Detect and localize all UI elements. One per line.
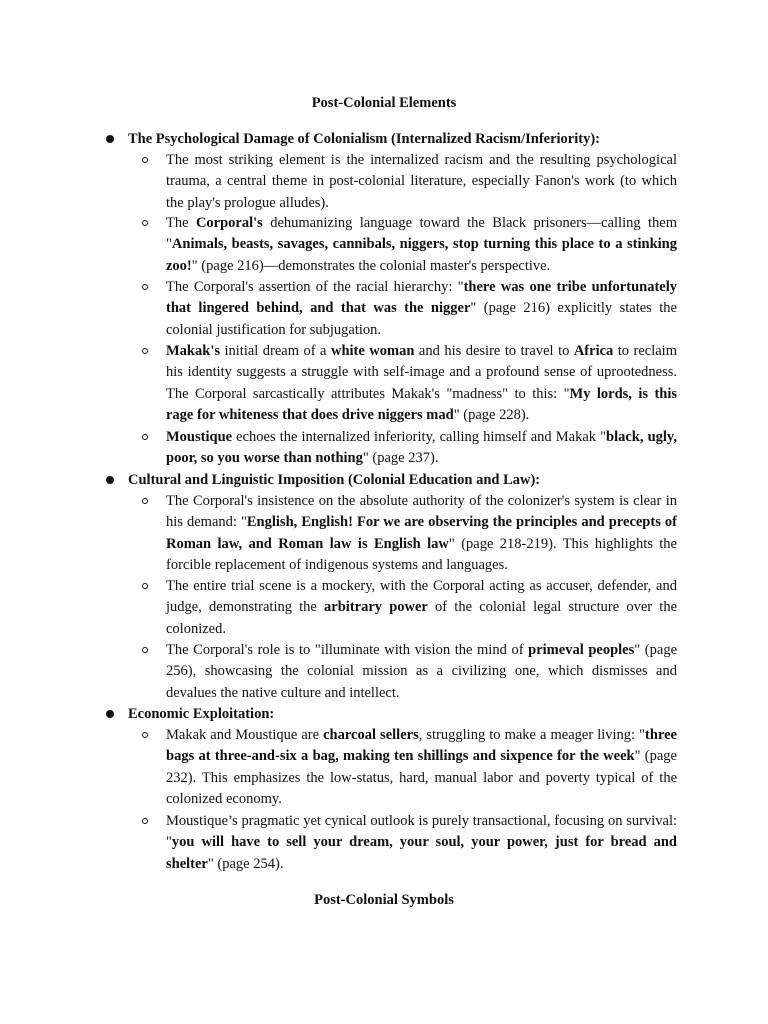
emphasis-text: Makak's	[166, 343, 220, 359]
section-heading: The Psychological Damage of Colonialism (Internalized Racism/Inferiority):	[128, 131, 600, 147]
emphasis-text: black, ugly, poor, so you worse than nothing	[166, 429, 678, 467]
list-item	[166, 491, 677, 576]
list-item	[166, 277, 677, 341]
text-run: " (page 216) explicitly states the colonial justification for subjugation.	[166, 300, 677, 338]
sub-bullet-icon	[142, 818, 148, 824]
text-run: The entire trial scene is a mockery, with the Corporal acting as accuser, defender, and judge, demonstrating the	[166, 578, 677, 616]
bullet-icon	[106, 710, 114, 718]
text-run: The most striking element is the internalized racism and the resulting psychological trauma, a central theme in post-colonial literature, especially Fanon's work (to which the play's prologue alludes).	[166, 152, 677, 211]
text-run: " (page 218-219). This highlights the forcible replacement of indigenous systems and languages.	[166, 535, 677, 573]
emphasis-text: Animals, beasts, savages, cannibals, niggers, stop turning this place to a stinking zoo!	[166, 236, 677, 274]
list-item	[166, 150, 677, 214]
sub-bullet-icon	[142, 348, 148, 354]
page-title: Post-Colonial Elements	[311, 95, 457, 111]
text-run: to reclaim his identity suggests a struggle with self-image and a profound sense of uprootedness. The Corporal sarcastically attributes Makak's "madness" to this: "	[166, 343, 677, 402]
text-run: The	[166, 215, 196, 231]
text-run: dehumanizing language toward the Black prisoners—calling them "	[166, 215, 678, 253]
text-run: The Corporal's role is to "illuminate with vision the mind of	[166, 642, 529, 658]
list-item	[166, 427, 677, 470]
list-item	[166, 725, 677, 810]
sub-bullet-icon	[142, 220, 148, 226]
sub-bullet-icon	[142, 647, 148, 653]
sub-bullet-icon	[142, 284, 148, 290]
text-run: Moustique’s pragmatic yet cynical outlook is purely transactional, focusing on survival: "	[166, 813, 677, 851]
emphasis-text: there was one tribe unfortunately that lingered behind, and that was the nigger	[166, 279, 677, 317]
bullet-icon	[106, 476, 114, 484]
emphasis-text: English, English! For we are observing the principles and precepts of Roman law, and Roman law is English law	[166, 514, 677, 552]
emphasis-text: you will have to sell your dream, your soul, your power, just for bread and shelter	[166, 834, 677, 872]
sub-bullet-icon	[142, 732, 148, 738]
sub-bullet-icon	[142, 434, 148, 440]
emphasis-text: primeval peoples	[528, 642, 635, 658]
list-item	[166, 576, 677, 640]
bullet-icon	[106, 135, 114, 143]
text-run: of the colonial legal structure over the colonized.	[166, 599, 678, 637]
emphasis-text: charcoal sellers	[323, 727, 419, 743]
text-run: and his desire to travel to	[414, 343, 574, 359]
emphasis-text: three bags at three-and-six a bag, making ten shillings and sixpence for the week	[166, 727, 677, 765]
text-run: " (page 216)—demonstrates the colonial master's perspective.	[191, 257, 551, 274]
text-run: " (page 237).	[362, 450, 439, 467]
emphasis-text: Moustique	[166, 429, 233, 445]
text-run: " (page 254).	[207, 855, 284, 872]
sub-bullet-icon	[142, 157, 148, 163]
sub-bullet-icon	[142, 583, 148, 589]
section-heading: Economic Exploitation:	[128, 706, 275, 722]
text-run: Makak and Moustique are	[166, 727, 324, 743]
text-run: initial dream of a	[220, 343, 331, 359]
text-run: The Corporal's insistence on the absolute authority of the colonizer's system is clear in his demand: "	[166, 493, 677, 531]
emphasis-text: Corporal's	[195, 215, 263, 231]
list-item	[166, 811, 677, 875]
emphasis-text: Africa	[573, 343, 614, 359]
list-item	[166, 213, 677, 277]
text-run: The Corporal's assertion of the racial hierarchy: "	[166, 279, 464, 295]
text-run: " (page 228).	[453, 406, 530, 423]
text-run: , struggling to make a meager living: "	[418, 727, 646, 743]
next-section-title: Post-Colonial Symbols	[314, 892, 454, 908]
text-run: " (page 256), showcasing the colonial mission as a civilizing one, which dismisses and devalues the native culture and intellect.	[166, 642, 678, 701]
emphasis-text: arbitrary power	[324, 599, 428, 616]
sub-bullet-icon	[142, 498, 148, 504]
emphasis-text: white woman	[330, 343, 415, 359]
list-item	[166, 640, 677, 704]
text-run: " (page 232). This emphasizes the low-status, hard, manual labor and poverty typical of the colonized economy.	[166, 748, 677, 807]
text-run: echoes the internalized inferiority, calling himself and Makak "	[232, 429, 607, 445]
section-heading: Cultural and Linguistic Imposition (Colonial Education and Law):	[128, 472, 541, 488]
emphasis-text: My lords, is this rage for whiteness that does drive niggers mad	[166, 385, 678, 423]
list-item	[166, 341, 677, 426]
